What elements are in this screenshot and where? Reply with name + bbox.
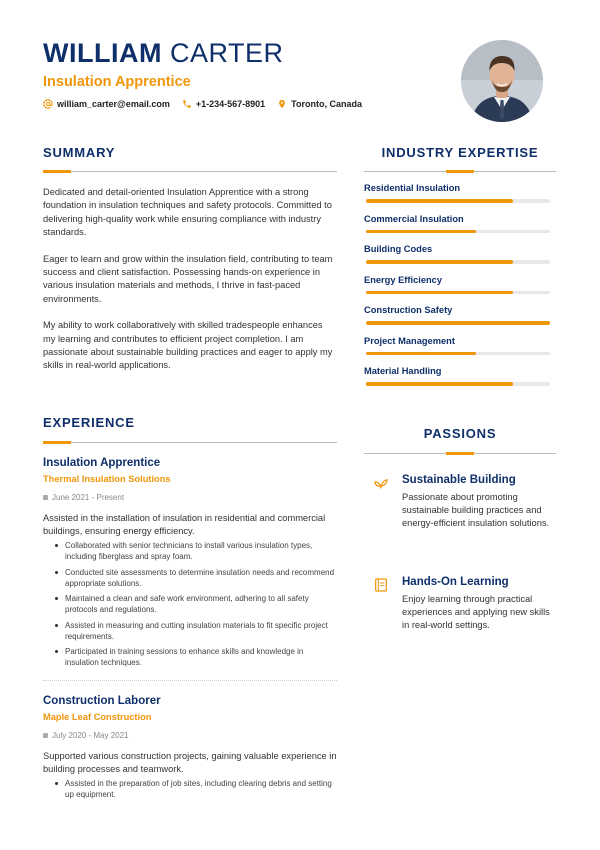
notebook-icon xyxy=(373,577,389,593)
summary-paragraph: My ability to work collaboratively with skilled tradespeople enhances my learning and contributes to efficient project completion. I am passionate about sustainable building practices and eager to apply my skills in real-world applications. xyxy=(43,320,333,371)
contact-email[interactable] xyxy=(43,99,170,109)
section-divider xyxy=(364,452,556,454)
section-divider xyxy=(364,170,556,172)
summary-paragraph: Eager to learn and grow within the insulation field, contributing to team success and client satisfaction. Possessing hands-on experience in various insulation materials and methods, I thrive in fast-paced environments. xyxy=(43,253,333,304)
at-sign-icon xyxy=(43,99,53,109)
skill-name: Energy Efficiency xyxy=(364,274,443,285)
list-item: Maintained a clean and safe work environment, adhering to all safety protocols and regulations. xyxy=(53,593,337,615)
skill-bar xyxy=(366,321,550,325)
skill-name: Project Management xyxy=(364,335,455,346)
summary-section xyxy=(43,145,337,386)
phone-text: +1-234-567-8901 xyxy=(195,99,266,109)
skill-bar-fill xyxy=(366,352,476,356)
last-name: CARTER xyxy=(169,38,284,68)
skill-bar-fill xyxy=(366,291,513,295)
first-name: WILLIAM xyxy=(43,38,162,68)
passion-title: Hands-On Learning xyxy=(402,576,509,588)
list-item: Assisted in measuring and cutting insulation materials to fit specific project requirements. xyxy=(53,620,337,642)
job-entry xyxy=(43,457,337,681)
job-position: Insulation Apprentice xyxy=(43,457,161,469)
candidate-name xyxy=(43,38,443,68)
skill-item xyxy=(364,305,556,325)
list-item: Conducted site assessments to determine insulation needs and recommend appropriate solutions. xyxy=(53,567,337,589)
list-item: Collaborated with senior technicians to install various insulation types, including fiberglass and spray foam. xyxy=(53,540,337,562)
job-position: Construction Laborer xyxy=(43,695,161,707)
experience-heading: EXPERIENCE xyxy=(43,415,135,430)
skill-item xyxy=(364,275,556,295)
passion-description: Passionate about promoting sustainable building practices and energy-efficient insulation solutions. xyxy=(402,492,550,528)
skill-item xyxy=(364,214,556,234)
job-bullets xyxy=(43,778,337,800)
skill-name: Commercial Insulation xyxy=(364,213,464,224)
skill-bar-fill xyxy=(366,260,513,264)
job-date xyxy=(43,731,337,740)
phone-icon xyxy=(182,99,192,109)
resume-header xyxy=(43,38,443,109)
skill-item xyxy=(364,244,556,264)
job-date-text: June 2021 - Present xyxy=(52,493,125,502)
skill-bar-fill xyxy=(366,382,513,386)
calendar-icon xyxy=(43,733,48,738)
passion-description: Enjoy learning through practical experiences and applying new skills in real-world settings. xyxy=(402,594,550,630)
section-divider xyxy=(43,441,337,443)
job-company: Maple Leaf Construction xyxy=(43,712,152,722)
job-summary: Assisted in the installation of insulation in residential and commercial buildings, ensuring energy efficiency. xyxy=(43,513,326,536)
job-date xyxy=(43,493,337,502)
profile-photo xyxy=(461,40,543,122)
skill-name: Residential Insulation xyxy=(364,183,461,193)
skill-name: Building Codes xyxy=(364,244,433,254)
expertise-heading: INDUSTRY EXPERTISE xyxy=(381,145,539,160)
skill-bar xyxy=(366,382,550,386)
passions-section xyxy=(364,426,556,632)
skill-bar xyxy=(366,199,550,203)
job-bullets xyxy=(43,540,337,668)
contact-location xyxy=(277,99,362,109)
location-text: Toronto, Canada xyxy=(291,99,362,109)
skill-bar xyxy=(366,260,550,264)
passion-item xyxy=(364,576,556,632)
summary-heading: SUMMARY xyxy=(43,145,116,160)
passion-title: Sustainable Building xyxy=(402,474,516,486)
job-summary: Supported various construction projects, gaining valuable experience in building processes and teamwork. xyxy=(43,751,337,774)
job-company: Thermal Insulation Solutions xyxy=(43,474,171,484)
summary-paragraph: Dedicated and detail-oriented Insulation Apprentice with a strong foundation in insulation techniques and safety protocols. Committed to delivering high-quality work while ensuring compliance with industry standards. xyxy=(43,187,332,238)
skill-bar-fill xyxy=(366,321,550,325)
calendar-icon xyxy=(43,495,48,500)
experience-section xyxy=(43,415,337,805)
job-separator xyxy=(43,680,337,681)
job-entry xyxy=(43,695,337,800)
skill-bar-fill xyxy=(366,199,513,203)
skill-bar xyxy=(366,291,550,295)
email-text: william_carter@email.com xyxy=(57,99,170,109)
skill-name: Construction Safety xyxy=(364,305,453,315)
contact-phone[interactable] xyxy=(182,99,265,109)
list-item: Assisted in the preparation of job sites, including clearing debris and setting up equipment. xyxy=(53,778,337,800)
leaf-icon xyxy=(373,475,389,491)
skill-name: Material Handling xyxy=(364,366,442,376)
skill-item xyxy=(364,183,556,203)
passion-item xyxy=(364,474,556,530)
skill-bar xyxy=(366,352,550,356)
job-title: Insulation Apprentice xyxy=(43,74,191,90)
contact-row xyxy=(43,99,443,109)
list-item: Participated in training sessions to enhance skills and knowledge in insulation techniques. xyxy=(53,646,337,668)
skill-item xyxy=(364,366,556,386)
expertise-section xyxy=(364,145,556,386)
location-pin-icon xyxy=(277,99,287,109)
passions-heading: PASSIONS xyxy=(423,426,497,441)
section-divider xyxy=(43,170,337,172)
skill-bar xyxy=(366,230,550,234)
skill-bar-fill xyxy=(366,230,476,234)
job-date-text: July 2020 - May 2021 xyxy=(52,731,129,740)
skill-item xyxy=(364,336,556,356)
